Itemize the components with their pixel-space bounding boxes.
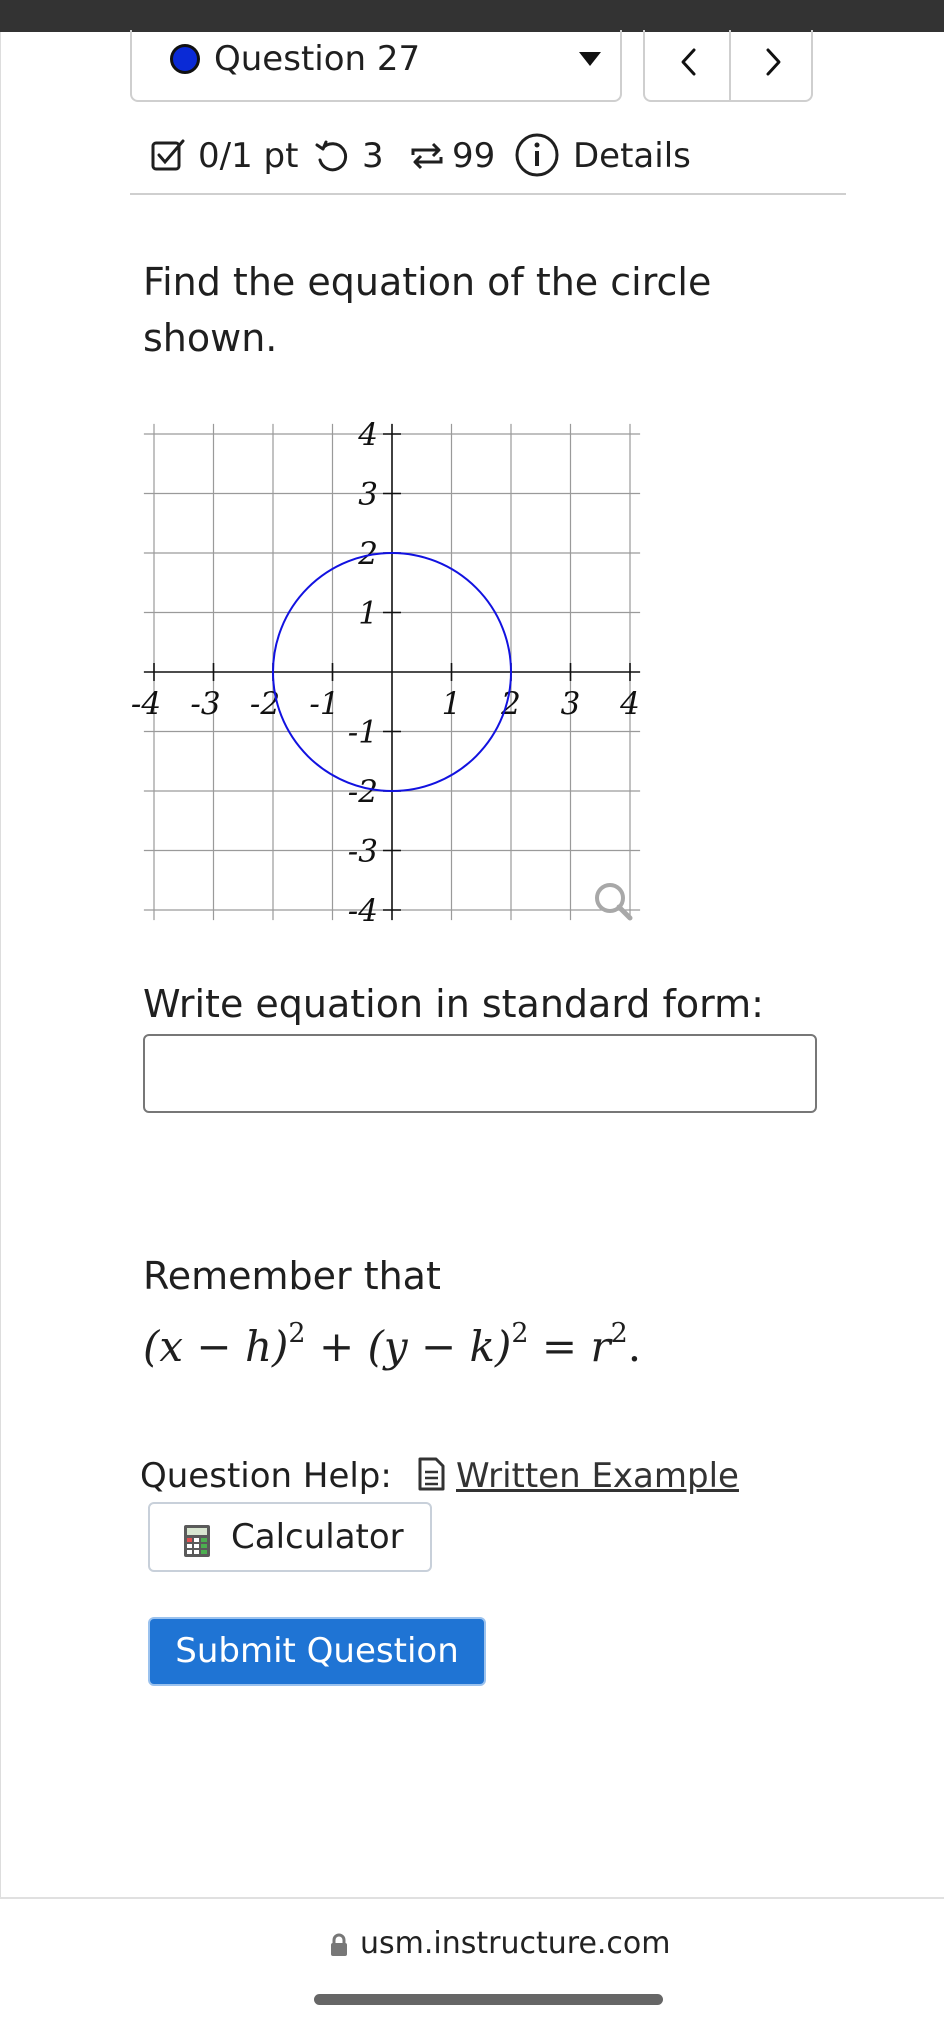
details-label: Details [573, 136, 691, 176]
question-nav [643, 30, 813, 102]
submit-question-button[interactable]: Submit Question [148, 1617, 486, 1686]
browser-divider [0, 1897, 944, 1899]
previous-question-button[interactable] [645, 30, 729, 100]
x-tick-label: 2 [501, 686, 521, 722]
y-tick-label: 4 [358, 417, 378, 453]
magnifier-icon[interactable] [597, 885, 630, 918]
question-prompt: Find the equation of the circle shown. [143, 260, 712, 360]
hint-intro: Remember that [143, 1254, 441, 1298]
question-selector[interactable] [130, 30, 622, 102]
document-icon [416, 1457, 446, 1491]
caret-down-icon [579, 52, 601, 66]
y-tick-label: 2 [358, 536, 378, 572]
x-tick-label: 3 [560, 686, 581, 722]
x-tick-label: -3 [190, 686, 221, 722]
chevron-right-icon [761, 42, 787, 82]
undo-icon [314, 138, 350, 174]
y-tick-label: -4 [347, 893, 378, 929]
points-text: 0/1 pt [198, 136, 299, 176]
home-indicator [314, 1994, 663, 2005]
status-bar [0, 0, 944, 32]
y-tick-label: 1 [358, 595, 378, 632]
x-tick-label: -2 [249, 686, 281, 722]
circle-graph[interactable] [130, 417, 645, 929]
next-question-button[interactable] [731, 30, 815, 100]
question-label: Question 27 [214, 39, 421, 79]
browser-url: usm.instructure.com [360, 1926, 671, 1961]
retries-text: 3 [362, 136, 384, 176]
calculator-button[interactable] [148, 1502, 432, 1572]
calculator-icon [183, 1524, 211, 1558]
calculator-label: Calculator [231, 1517, 404, 1557]
y-tick-label: -1 [347, 714, 378, 751]
y-tick-label: 3 [358, 476, 378, 513]
written-example-link[interactable] [416, 1452, 739, 1500]
repeat-icon [408, 138, 446, 174]
info-icon [514, 132, 560, 178]
axes [144, 424, 640, 920]
stats-divider [130, 193, 846, 195]
browser-url-bar[interactable] [330, 1924, 671, 1964]
page-border [0, 32, 1, 1897]
standard-form-formula: $(x - h)^2 + (y - k)^2 = r^2$. [143, 1318, 642, 1371]
y-tick-label: -3 [347, 833, 378, 870]
checkbox-icon [150, 138, 186, 174]
written-example-label: Written Example [456, 1456, 739, 1496]
lock-icon [330, 1933, 348, 1957]
x-tick-label: -1 [309, 686, 340, 722]
status-dot-icon [170, 44, 200, 74]
attempts-text: 99 [452, 136, 496, 176]
chevron-left-icon [675, 42, 701, 82]
x-tick-label: -4 [130, 686, 162, 722]
answer-input[interactable] [143, 1034, 817, 1113]
x-tick-label: 1 [441, 686, 462, 722]
answer-label: Write equation in standard form: [143, 982, 764, 1026]
x-tick-label: 4 [620, 686, 640, 722]
y-tick-label: -2 [347, 774, 378, 810]
question-help-label: Question Help: [140, 1456, 392, 1496]
